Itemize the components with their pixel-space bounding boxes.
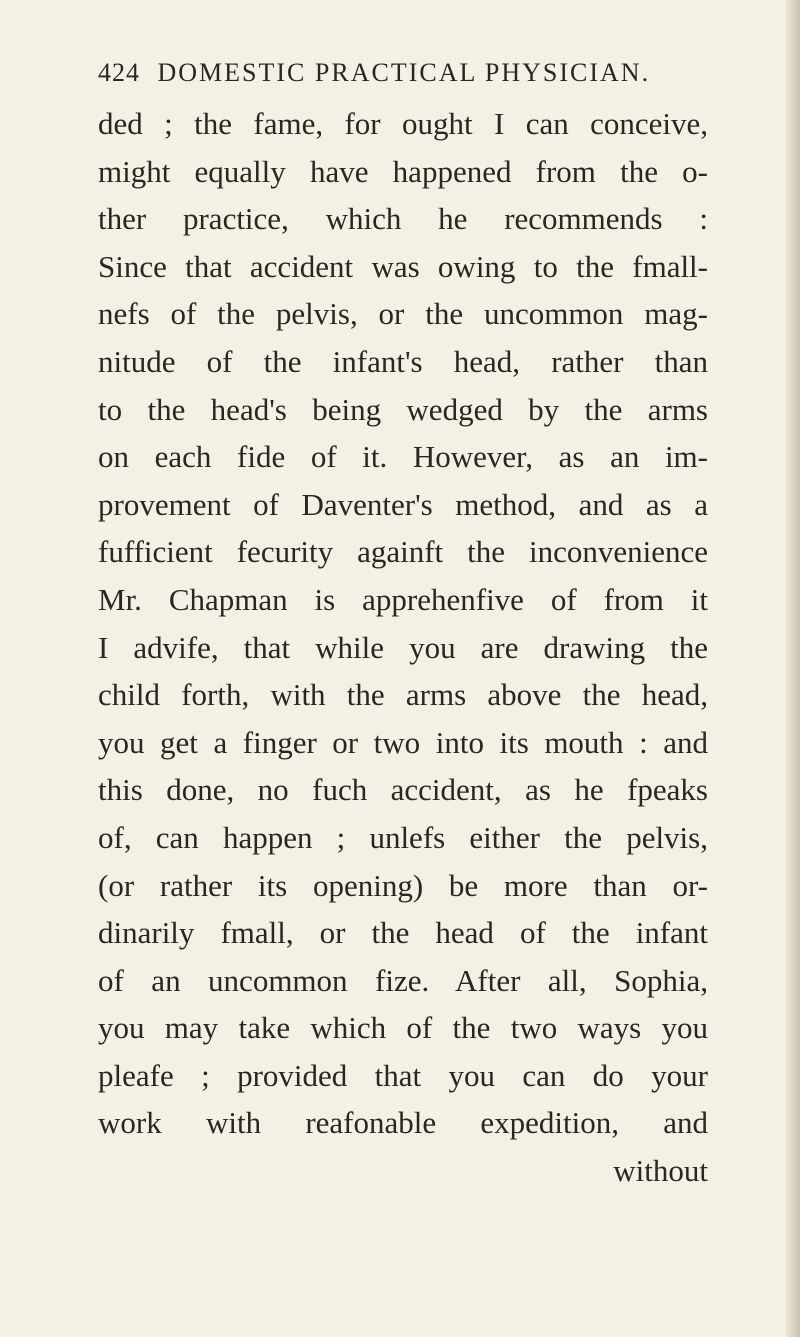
text-line: provement of Daventer's method, and as a <box>98 486 708 522</box>
text-line: fufficient fecurity againft the inconvenience <box>98 534 708 570</box>
text-line: of, can happen ; unlefs either the pelvis, <box>98 819 708 855</box>
text-line: might equally have happened from the o- <box>98 153 708 189</box>
text-line: on each fide of it. However, as an im- <box>98 439 708 475</box>
text-line: I advife, that while you are drawing the <box>98 629 708 665</box>
running-head: DOMESTIC PRACTICAL PHYSICIAN. <box>157 58 651 87</box>
text-line: dinarily fmall, or the head of the infant <box>98 915 708 951</box>
text-line: Since that accident was owing to the fmall- <box>98 248 708 284</box>
text-line: ther practice, which he recommends : <box>98 201 708 237</box>
text-line: you may take which of the two ways you <box>98 1010 708 1046</box>
text-line: pleafe ; provided that you can do your <box>98 1057 708 1093</box>
page-header <box>98 58 650 88</box>
text-line: ded ; the fame, for ought I can conceive, <box>98 106 708 141</box>
text-line: you get a finger or two into its mouth : and <box>98 724 708 760</box>
text-line: to the head's being wedged by the arms <box>98 391 708 427</box>
text-line: this done, no fuch accident, as he fpeaks <box>98 772 708 808</box>
page-number: 424 <box>98 58 140 87</box>
text-line: (or rather its opening) be more than or- <box>98 867 708 903</box>
text-line: Mr. Chapman is apprehenfive of from it <box>98 581 708 617</box>
text-line: nefs of the pelvis, or the uncommon mag- <box>98 296 708 332</box>
text-line: nitude of the infant's head, rather than <box>98 343 708 379</box>
text-line: child forth, with the arms above the head, <box>98 677 708 713</box>
text-line: of an uncommon fize. After all, Sophia, <box>98 962 708 998</box>
catchword: without <box>613 1153 708 1189</box>
body-text <box>98 100 708 1195</box>
text-line: work with reafonable expedition, and <box>98 1105 708 1141</box>
page-edge-shadow <box>786 0 800 1337</box>
